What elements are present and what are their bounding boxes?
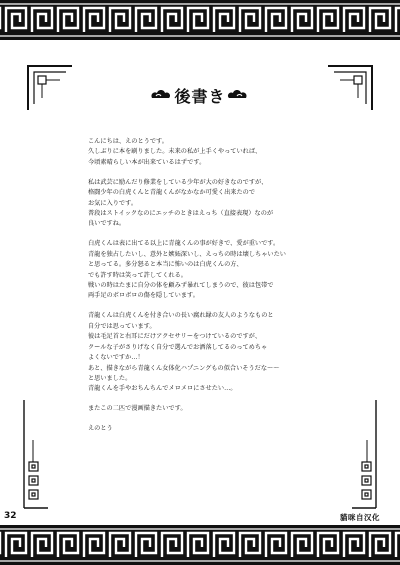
text-line: 彼は毛足首と右耳にだけアクセサリーをつけているのですが、 xyxy=(88,333,262,341)
page-number: 32 xyxy=(4,511,17,521)
text-line: 久しぶりに本を刷りました。未来の私が上手くやっていれば、 xyxy=(88,148,262,156)
paragraph-byakko xyxy=(88,239,328,301)
text-line: クールな子がさりげなく自分で選んでお洒落してるのってめちゃ xyxy=(88,343,268,351)
text-line: お気に入りです。 xyxy=(88,199,138,207)
paragraph-closing xyxy=(88,404,328,414)
bottom-meander-band xyxy=(0,525,400,565)
text-line: またこの二匹で漫画描きたいです。 xyxy=(88,405,187,413)
text-line: 戦いの時はたまに自分の体を顧みず暴れてしまうので、彼は包帯で xyxy=(88,282,274,290)
afterword-body xyxy=(88,137,328,444)
text-line: 青龍くんを手やおちんちんでメロメロにさせたい…。 xyxy=(88,385,237,393)
text-line: でも許す時は笑って許してくれる。 xyxy=(88,271,187,279)
translator-credit: 貓咪自汉化 xyxy=(340,513,380,522)
text-line: 青龍を独占したいし、意外と嫉妬深いし、えっちの時は壊しちゃいたい xyxy=(88,250,286,258)
title-block xyxy=(0,84,400,106)
text-line: 両手足のボロボロの傷を隠しています。 xyxy=(88,292,199,300)
bottom-meander-pattern xyxy=(0,525,400,565)
text-line: 普段はストイックなのにエッチのときはえっち（直接表現）なのが xyxy=(88,210,274,218)
text-line: あと、描きながら青龍くん女体化ハプニングもの似合いそうだな～～ xyxy=(88,364,280,372)
text-line: 私は武芸に励んだり修業をしている少年が大の好きなのですが、 xyxy=(88,178,268,186)
text-line: 良いですね。 xyxy=(88,220,126,228)
text-line: と思いました。 xyxy=(88,374,132,382)
text-line: と思ってる。多分怒ると本当に怖いのは白虎くんの方、 xyxy=(88,261,243,269)
text-line: 自分では思っています。 xyxy=(88,322,156,330)
text-line: こんにちは、えのとうです。 xyxy=(88,138,168,145)
text-line: よくないですか…！ xyxy=(88,354,144,362)
page-title: 後書き xyxy=(174,87,226,106)
text-line: 格闘少年の白虎くんと青龍くんがなかなか可愛く出来たので xyxy=(88,189,256,197)
top-meander-band xyxy=(0,0,400,40)
text-line: 青龍くんは白虎くんを付き合いの長い腐れ縁の友人のようなものと xyxy=(88,312,274,320)
top-meander-pattern xyxy=(0,0,400,40)
side-ornament-right xyxy=(350,400,380,510)
text-line: 今頃素晴らしい本が出来ているはずです。 xyxy=(88,158,206,166)
cloud-ornament-right-icon xyxy=(226,87,248,101)
paragraph-favorites xyxy=(88,178,328,230)
side-ornament-left xyxy=(20,400,50,510)
author-name: えのとう xyxy=(88,425,113,433)
paragraph-seiryu xyxy=(88,311,328,394)
paragraph-greeting xyxy=(88,137,328,168)
text-line: 白虎くんは表に出てる以上に青龍くんの事が好きで、愛が重いです。 xyxy=(88,240,280,248)
signature xyxy=(88,424,328,434)
